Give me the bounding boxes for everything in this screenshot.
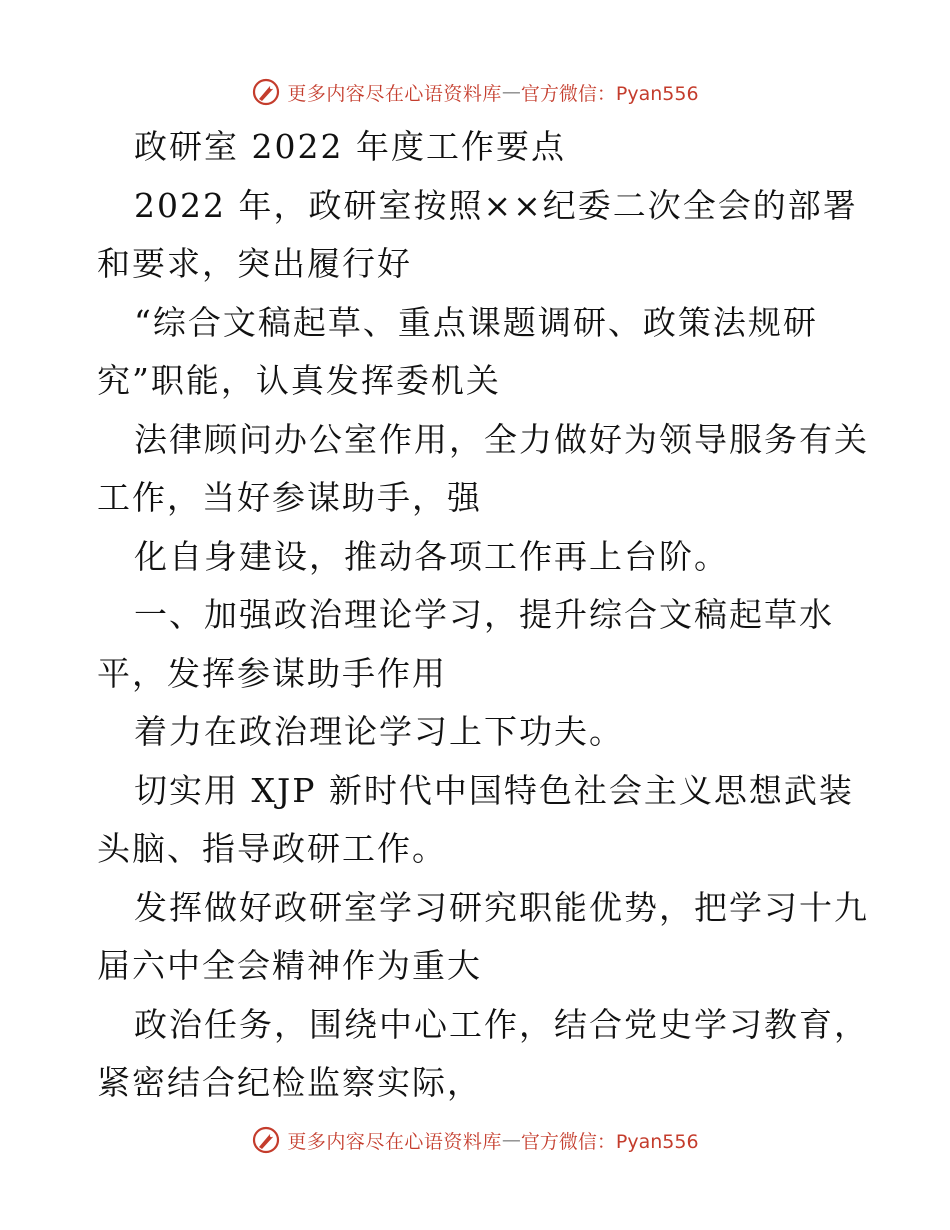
paragraph-line: 2022 年，政研室按照××纪委二次全会的部署 [134,185,858,225]
paragraph-line: 切实用 XJP 新时代中国特色社会主义思想武装 [134,770,854,810]
section-heading-continued: 平，发挥参谋助手作用 [97,653,447,693]
paragraph-line: 头脑、指导政研工作。 [97,829,447,868]
watermark-text: 更多内容尽在心语资料库 [287,1130,502,1153]
paragraph-line: 紧密结合纪检监察实际， [97,1063,482,1102]
document-body [97,118,869,1113]
paragraph-line: 发挥做好政研室学习研究职能优势，把学习十九 [134,887,869,927]
watermark-dash: — [501,81,521,103]
paragraph-line: 着力在政治理论学习上下功夫。 [134,712,624,751]
paragraph-line: 究”职能，认真发挥委机关 [97,361,501,400]
section-heading: 一、加强政治理论学习，提升综合文稿起草水 [134,595,834,634]
pen-nib-logo-icon [251,1125,281,1155]
watermark-contact: 官方微信：Pyan556 [520,1130,699,1153]
paragraph-line: “综合文稿起草、重点课题调研、政策法规研 [134,302,818,342]
paragraph-line: 化自身建设，推动各项工作再上台阶。 [134,536,729,576]
header-watermark [0,72,950,112]
paragraph-line: 工作，当好参谋助手，强 [97,478,482,517]
watermark-contact: 官方微信：Pyan556 [520,82,699,105]
watermark-dash: — [501,1129,521,1151]
footer-watermark [0,1120,950,1160]
watermark-text: 更多内容尽在心语资料库 [287,82,502,105]
paragraph-line: 法律顾问办公室作用，全力做好为领导服务有关 [134,419,869,459]
paragraph-line: 政治任务，围绕中心工作，结合党史学习教育， [134,1004,869,1044]
paragraph-line: 届六中全会精神作为重大 [97,946,482,985]
pen-nib-logo-icon [251,77,281,107]
document-title: 政研室 2022 年度工作要点 [134,127,566,166]
paragraph-line: 和要求，突出履行好 [97,244,412,283]
